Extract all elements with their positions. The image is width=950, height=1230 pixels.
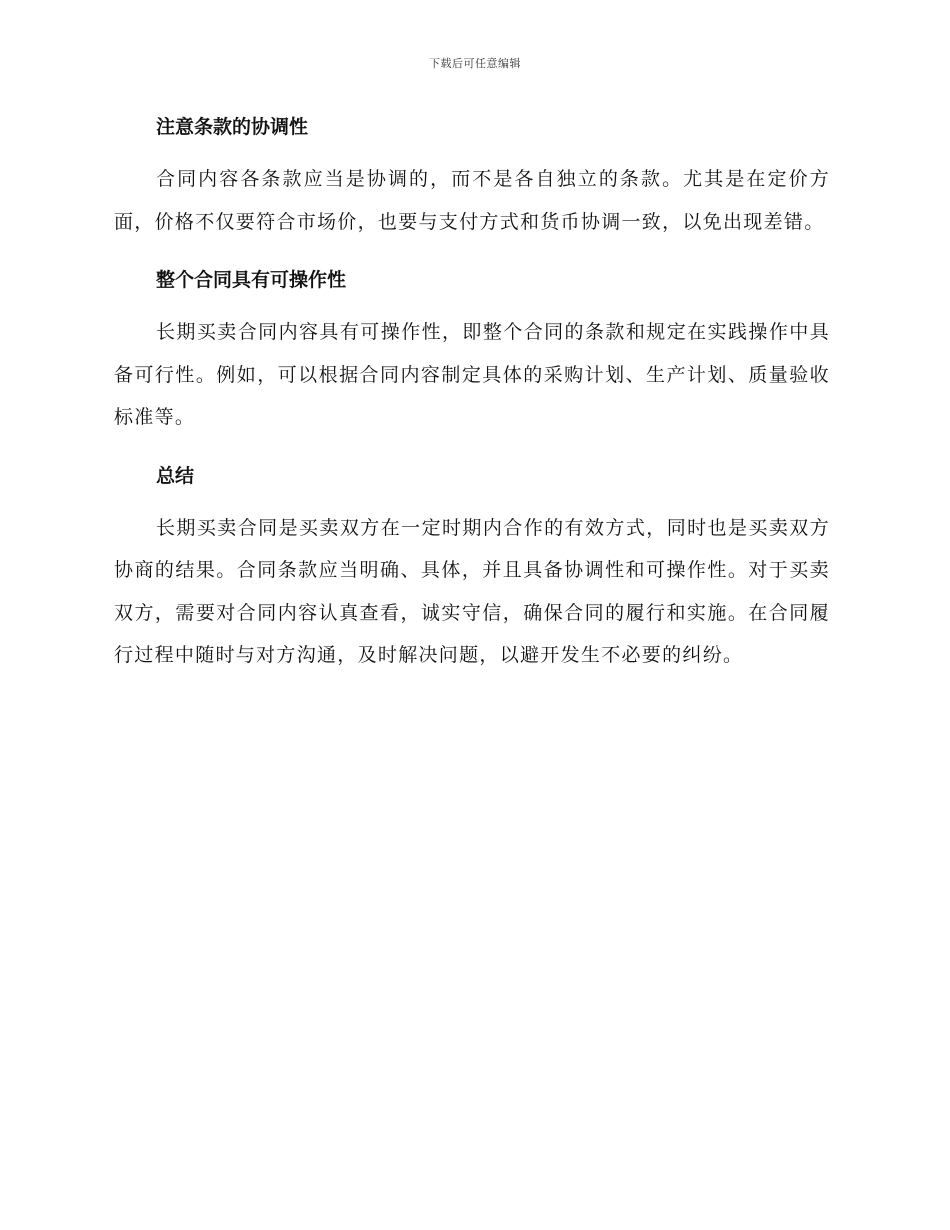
page-header-note: 下载后可任意编辑 bbox=[429, 57, 521, 70]
section-clause-coordination bbox=[114, 112, 830, 243]
section-paragraph: 合同内容各条款应当是协调的，而不是各自独立的条款。尤其是在定价方面，价格不仅要符合市场价，也要与支付方式和货币协调一致，以免出现差错。 bbox=[114, 168, 830, 233]
section-summary bbox=[114, 461, 830, 677]
document-body bbox=[114, 112, 830, 699]
section-heading: 注意条款的协调性 bbox=[156, 116, 309, 138]
section-heading: 总结 bbox=[156, 464, 195, 487]
section-operability bbox=[114, 265, 830, 439]
section-paragraph: 长期买卖合同是买卖双方在一定时期内合作的有效方式，同时也是买卖双方协商的结果。合同条款应当明确、具体，并且具备协调性和可操作性。对于买卖双方，需要对合同内容认真查看，诚实守信，确保合同的履行和实施。在合同履行过程中随时与对方沟通，及时解决问题，以避开发生不必要的纠纷。 bbox=[114, 516, 830, 666]
section-paragraph: 长期买卖合同内容具有可操作性，即整个合同的条款和规定在实践操作中具备可行性。例如，可以根据合同内容制定具体的采购计划、生产计划、质量验收标准等。 bbox=[114, 321, 830, 428]
section-heading: 整个合同具有可操作性 bbox=[156, 269, 347, 291]
